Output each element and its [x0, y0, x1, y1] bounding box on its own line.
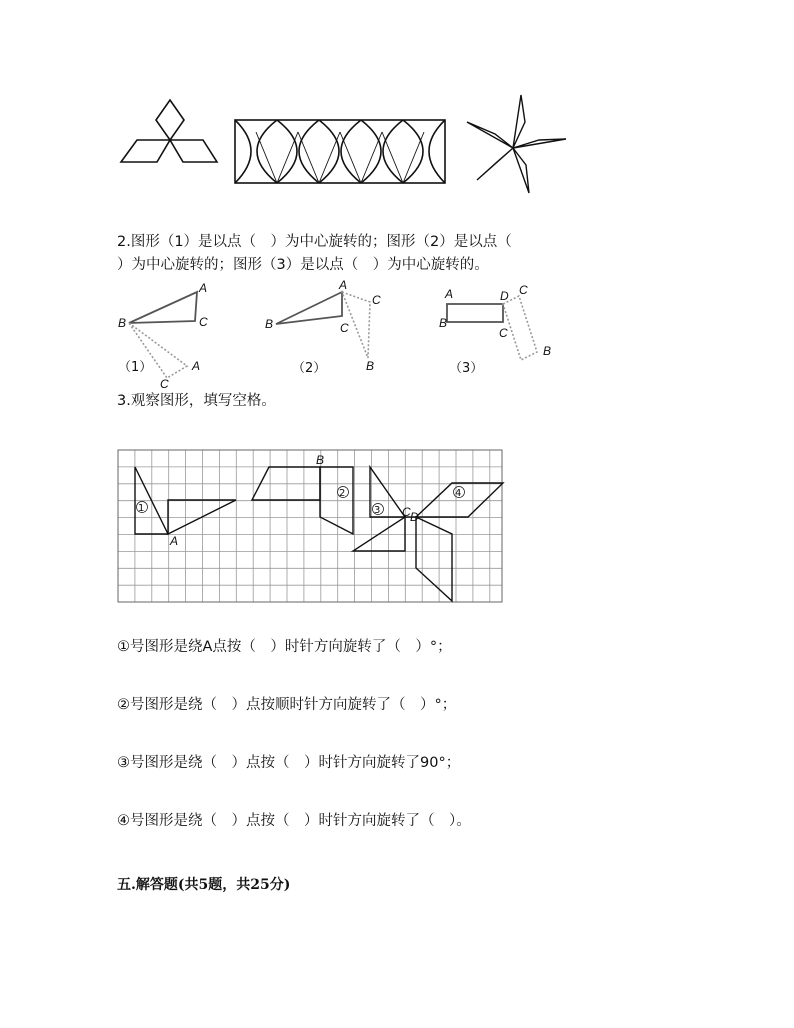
fig1-caption: （1） — [118, 360, 153, 375]
q3-heading: 3.观察图形，填写空格。 — [117, 393, 276, 409]
q3-item-2: ②号图形是绕（ ）点按顺时针方向旋转了（ ）°； — [117, 697, 457, 713]
fig3-label-a: A — [445, 287, 454, 301]
fig2-label-c2: C — [372, 293, 381, 307]
fig3-label-c2: C — [519, 283, 528, 297]
fig2-label-b: B — [265, 317, 274, 331]
q3-item-1: ①号图形是绕A点按（ ）时针方向旋转了（ ）°； — [117, 639, 452, 655]
grid-label-c: C — [402, 505, 411, 519]
shape-3-rotated — [353, 517, 405, 551]
fig1-label-c2: C — [160, 377, 169, 391]
q3-item-3: ③号图形是绕（ ）点按（ ）时针方向旋转了90°； — [117, 755, 461, 771]
fig1-label-a: A — [199, 281, 208, 295]
q2-figure-1 — [115, 280, 225, 390]
q2-text-line1: 2.图形（1）是以点（ ）为中心旋转的；图形（2）是以点（ — [117, 234, 512, 250]
q2-text-line2: ）为中心旋转的；图形（3）是以点（ ）为中心旋转的。 — [117, 257, 489, 273]
top-figures-image — [117, 92, 567, 196]
fig3-label-c: C — [499, 326, 508, 340]
q3-grid-figure — [116, 448, 504, 604]
fig1-label-c: C — [199, 315, 208, 329]
grid-label-b: B — [316, 453, 325, 467]
q2-figure-3 — [437, 280, 567, 380]
fig1-label-a2: A — [192, 359, 201, 373]
fig3-caption: （3） — [449, 361, 484, 376]
q2-figure-2 — [262, 278, 392, 378]
fig3-label-b: B — [439, 316, 448, 330]
fig1-label-b: B — [118, 316, 127, 330]
fig2-label-a: A — [339, 278, 348, 292]
section5-heading: 五.解答题(共5题，共25分) — [117, 877, 291, 893]
fig3-label-d: D — [500, 289, 509, 303]
shape-4-rotated — [416, 517, 452, 601]
fig2-label-b2: B — [366, 359, 375, 373]
svg-text:2: 2 — [339, 488, 346, 499]
fig3-label-b2: B — [543, 344, 552, 358]
svg-text:3: 3 — [374, 505, 381, 516]
svg-text:1: 1 — [138, 503, 145, 514]
q3-item-4: ④号图形是绕（ ）点按（ ）时针方向旋转了（ ）。 — [117, 813, 471, 829]
fig2-label-c: C — [340, 321, 349, 335]
grid-label-a: A — [170, 534, 179, 548]
fig2-caption: （2） — [292, 361, 327, 376]
svg-text:4: 4 — [455, 488, 462, 499]
shape-1-rotated — [168, 500, 236, 534]
grid-label-d: D — [410, 510, 419, 524]
